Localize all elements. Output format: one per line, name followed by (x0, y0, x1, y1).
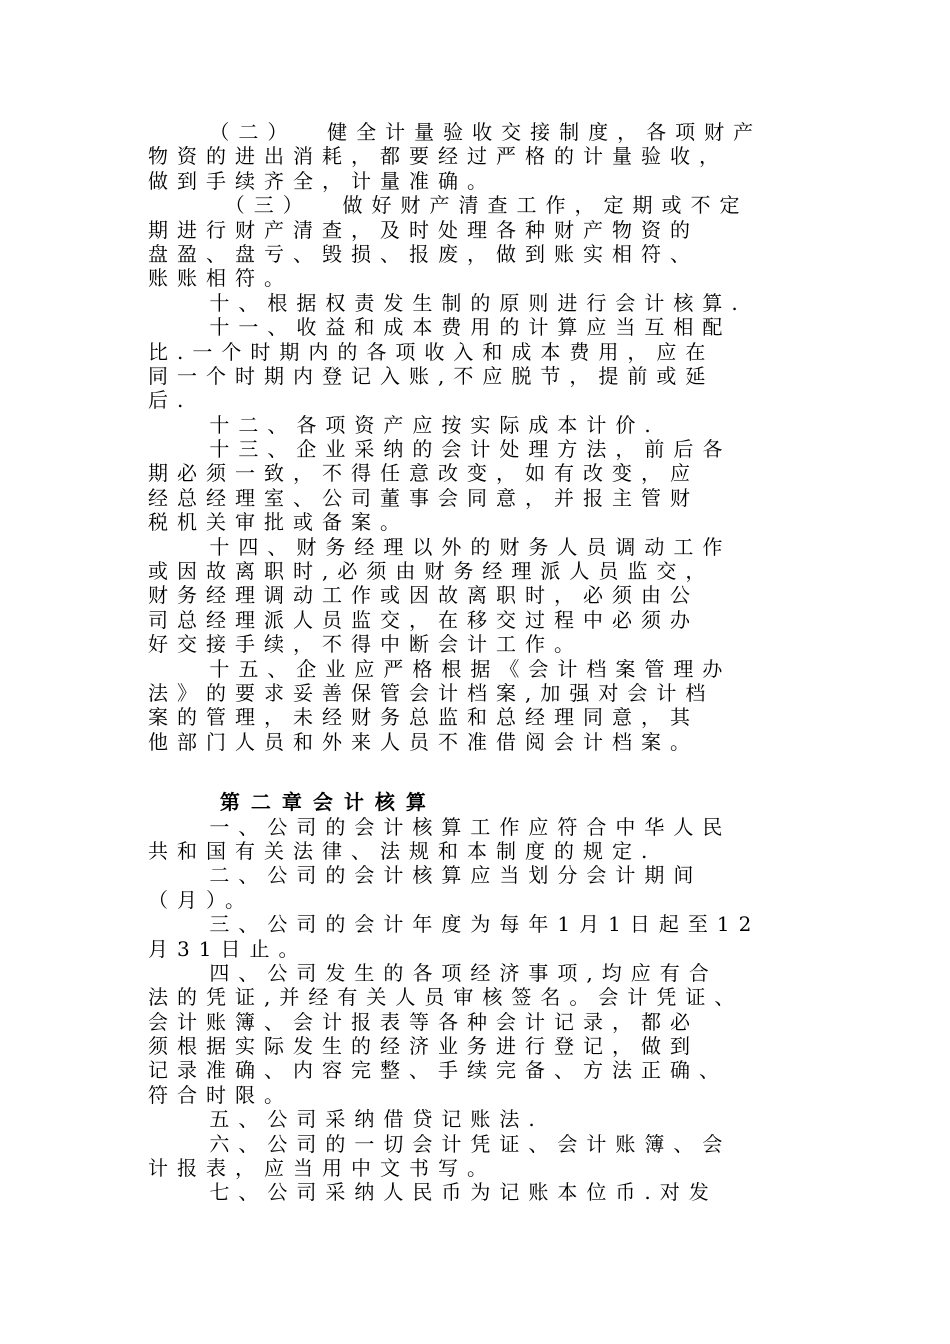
text-line: 盘盈、盘亏、毁损、报废，做到账实相符、 (148, 241, 699, 266)
text-line: 后. (148, 388, 193, 413)
text-line: 比.一个时期内的各项收入和成本费用，应在 (148, 339, 715, 364)
text-line: 十、根据权责发生制的原则进行会计核算. (148, 290, 747, 315)
text-line: 符合时限。 (148, 1082, 293, 1107)
text-line: 会计账簿、会计报表等各种会计记录，都必 (148, 1009, 699, 1034)
text-line: （二） 健全计量验收交接制度，各项财产 (148, 120, 763, 144)
text-line: 他部门人员和外来人员不准借阅会计档案。 (148, 729, 699, 754)
text-line: 七、公司采纳人民币为记账本位币.对发 (148, 1180, 718, 1205)
text-line: 十五、企业应严格根据《会计档案管理办 (148, 656, 732, 681)
text-line: 物资的进出消耗，都要经过严格的计量验收， (148, 144, 728, 169)
text-line: 十一、收益和成本费用的计算应当互相配 (148, 315, 732, 340)
text-line: 十三、企业采纳的会计处理方法，前后各 (148, 437, 732, 462)
document-body (148, 120, 828, 1205)
text-line: 案的管理，未经财务总监和总经理同意，其 (148, 705, 699, 730)
text-line: 经总经理室、公司董事会同意，并报主管财 (148, 485, 699, 510)
text-line: 一、公司的会计核算工作应符合中华人民 (148, 814, 732, 839)
section-asset-management (148, 120, 828, 754)
text-line: 十二、各项资产应按实际成本计价. (148, 412, 660, 437)
text-line: 期必须一致，不得任意改变，如有改变，应 (148, 461, 699, 486)
text-line: 二、公司的会计核算应当划分会计期间 (148, 863, 703, 888)
text-line: 做到手续齐全，计量准确。 (148, 168, 496, 193)
text-line: 记录准确、内容完整、手续完备、方法正确、 (148, 1058, 728, 1083)
text-line: 十四、财务经理以外的财务人员调动工作 (148, 534, 732, 559)
text-line: 三、公司的会计年度为每年1月1日起至12 (148, 912, 761, 937)
text-line: 财务经理调动工作或因故离职时，必须由公 (148, 583, 699, 608)
text-line: 法》的要求妥善保管会计档案,加强对会计档 (148, 680, 715, 705)
text-line: 同一个时期内登记入账,不应脱节，提前或延 (148, 363, 715, 388)
text-line: 或因故离职时,必须由财务经理派人员监交， (148, 559, 715, 584)
text-line: 须根据实际发生的经济业务进行登记，做到 (148, 1034, 699, 1059)
chapter-heading: 第二章会计核算 (148, 790, 437, 815)
text-line: 六、公司的一切会计凭证、会计账簿、会 (148, 1131, 732, 1156)
text-line: 四、公司发生的各项经济事项,均应有合 (148, 960, 718, 985)
text-line: 司总经理派人员监交，在移交过程中必须办 (148, 607, 699, 632)
paragraph-gap (148, 754, 828, 790)
text-line: 计报表，应当用中文书写。 (148, 1156, 496, 1181)
text-line: 法的凭证,并经有关人员审核签名。会计凭证、 (148, 985, 744, 1010)
text-line: 账账相符。 (148, 266, 293, 291)
text-line: 月31日止。 (148, 936, 308, 961)
text-line: 共和国有关法律、法规和本制度的规定. (148, 838, 657, 863)
text-line: 税机关审批或备案。 (148, 510, 409, 535)
text-line: 好交接手续，不得中断会计工作。 (148, 632, 583, 657)
text-line: （月）。 (148, 887, 254, 912)
text-line: （三） 做好财产清查工作，定期或不定 (148, 193, 749, 218)
text-line: 五、公司采纳借贷记账法. (148, 1107, 544, 1132)
section-accounting (148, 815, 828, 1205)
text-line: 期进行财产清查，及时处理各种财产物资的 (148, 217, 699, 242)
